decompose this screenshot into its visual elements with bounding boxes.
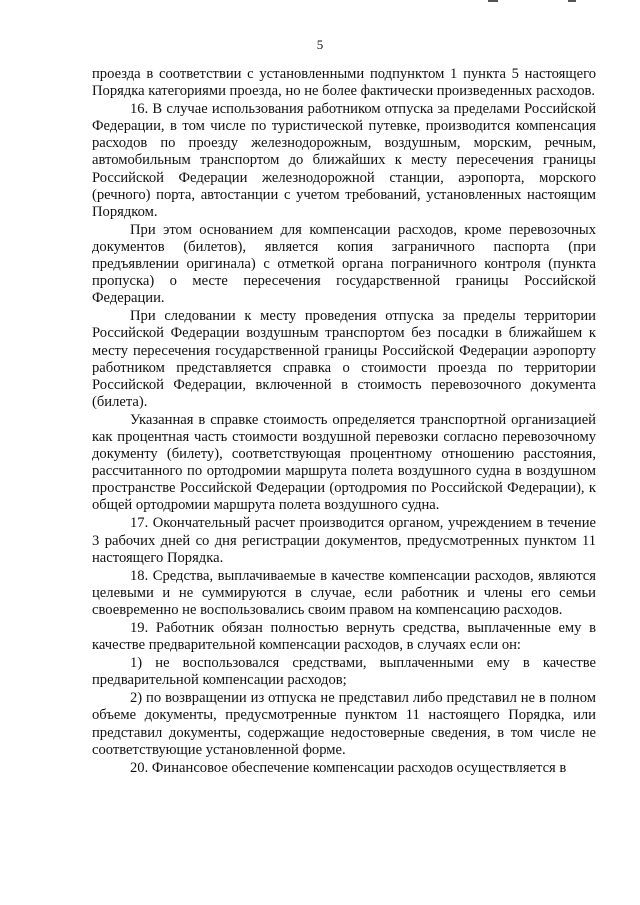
paragraph-16-cost-note: Указанная в справке стоимость определяется транспортной организацией как процентная часть стоимости воздушной перевозки согласно перевозочному документу (билету), соответствующая процентному отношению расстояния, рассчитанного по ортодромии маршрута полета воздушного судна в воздушном пространстве Российской Федерации (ортодромия по Российской Федерации), к общей ортодромии маршрута полета воздушного судна. xyxy=(92,411,596,514)
paragraph-continuation: проезда в соответствии с установленными подпунктом 1 пункта 5 настоящего Порядка категориями проезда, но не более фактически произведенных расходов. xyxy=(92,66,596,100)
paragraph-19-item-1: 1) не воспользовался средствами, выплаченными ему в качестве предварительной компенсации расходов; xyxy=(92,655,596,689)
paragraph-19-item-2: 2) по возвращении из отпуска не представил либо представил не в полном объеме документы, предусмотренные пунктом 11 настоящего Порядка, или представил документы, содержащие недостоверные сведения, в том числе не соответствующие установленной форме. xyxy=(92,690,596,758)
scan-artifact xyxy=(568,0,576,2)
paragraph-20: 20. Финансовое обеспечение компенсации расходов осуществляется в xyxy=(130,759,567,776)
paragraph-16-air-travel: При следовании к месту проведения отпуска за пределы территории Российской Федерации воздушным транспортом без посадки в ближайшем к месту пересечения государственной границы Российской Федерации аэропорту работником представляется справка о стоимости проезда по территории Российской Федерации, включенной в стоимость перевозочного документа (билета). xyxy=(92,308,596,410)
paragraph-19: 19. Работник обязан полностью вернуть средства, выплаченные ему в качестве предварительной компенсации расходов, в случаях если он: xyxy=(92,620,596,654)
document-body xyxy=(92,66,596,777)
page-number: 5 xyxy=(316,37,324,52)
scan-artifact xyxy=(488,0,498,2)
paragraph-18: 18. Средства, выплачиваемые в качестве компенсации расходов, являются целевыми и не суммируются в случае, если работник и члены его семьи своевременно не воспользовались своим правом на компенсацию расходов. xyxy=(92,567,596,618)
paragraph-17: 17. Окончательный расчет производится органом, учреждением в течение 3 рабочих дней со дня регистрации документов, предусмотренных пунктом 11 настоящего Порядка. xyxy=(92,515,596,566)
paragraph-16-basis: При этом основанием для компенсации расходов, кроме перевозочных документов (билетов), является копия заграничного паспорта (при предъявлении оригинала) с отметкой органа пограничного контроля (пункта пропуска) о месте пересечения государственной границы Российской Федерации. xyxy=(92,221,596,307)
paragraph-16: 16. В случае использования работником отпуска за пределами Российской Федерации, в том числе по туристической путевке, производится компенсация расходов по проезду железнодорожным, воздушным, морским, речным, автомобильным транспортом до ближайших к месту пересечения границы Российской Федерации железнодорожной станции, аэропорта, морского (речного) порта, автостанции с учетом требований, установленных настоящим Порядком. xyxy=(92,101,596,220)
